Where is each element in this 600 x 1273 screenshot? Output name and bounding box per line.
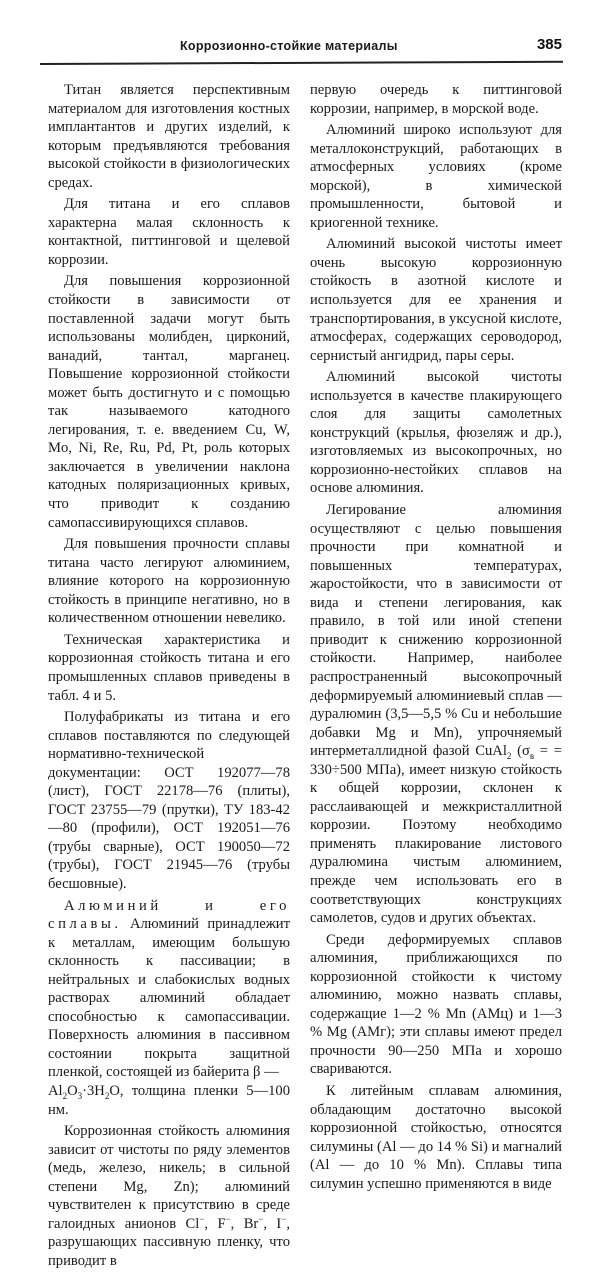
paragraph-continuation-pitting: первую очередь к питтинговой коррозии, например, в морской воде. (310, 82, 562, 117)
paragraph-aluminum-passivation (48, 897, 290, 1120)
paragraph-technical-characteristics: Техническая характеристика и коррозионная стойкость титана и его промышленных сплавов приведены в табл. 4 и 5. (48, 631, 290, 704)
header-rule (40, 61, 563, 65)
running-title: Коррозионно-стойкие материалы (180, 39, 398, 53)
paragraph-titanium-implants: Титан является перспективным материалом для изготовления костных имплантантов и других изделий, к которым предъявляются требования высокой стойкости в физиологических средах. (48, 82, 290, 191)
halide-anions: Cl−, F−, Br−, I− (185, 1213, 287, 1232)
paragraph-cladding-layer: Алюминий высокой чистоты используется в качестве плакирующего слоя для защиты самолетных конструкций (крылья, фюзеляж и др.), изготовляемых из высокопрочных, но коррозионно-нестойких сплавов на основе алюминия. (310, 369, 562, 497)
paragraph-cast-alloys: К литейным сплавам алюминия, обладающим достаточно высокой коррозионной стойкостью, относятся силумины (Al — до 14 % Si) и магналий (Al — до 10 % Mn). Сплавы типа силумин успешно применяются в виде (310, 1082, 562, 1192)
paragraph-duralumin: Легирование алюминия осуществляют с целью повышения прочности при комнатной и повышенных температурах, жаростойкости, что в зависимости от вида и степени легирования, как правило, в той или иной степени приводит к снижению коррозионной стойкости. Например, наиболее распространенный высокопрочный деформируемый алюминиевый сплав — дуралюмин (3,5—5,5 % Cu и небольшие добавки Mg и Mn), упрочняемый интерметаллидной фазой CuAl$_2$ ($\sigma_в$ = = 330÷500 МПа), имеет низкую стойкость к общей коррозии, склонен к расслаивающей и межкристаллитной коррозии. Поэтому необходимо применять плакирование листового дуралюмина чистым алюминием, прежде чем использовать его в соответствующих конструкциях самолетов, судов и других объектах. (310, 502, 562, 927)
paragraph-cathodic-alloying: Для повышения коррозионной стойкости в зависимости от поставленной задачи могут быть использованы молибден, цирконий, ванадий, тантал, марганец. Повышение коррозионной стойкости может быть достигнуто и с помощью так называемого катодного легирования, т. е. введением Cu, W, Mo, Ni, Re, Ru, Pd, Pt, роль которых заключается в увеличении наклона катодных поляризационных кривых, что приводит к созданию самопассивирующихся сплавов. (48, 273, 290, 531)
bayerite-formula: $Al_2O_3\cdot 3H_2O$, толщина пленки 5—100 нм. (48, 1082, 290, 1118)
running-header (44, 36, 562, 60)
page-number: 385 (536, 36, 562, 53)
paragraph-wrought-alloys: Среди деформируемых сплавов алюминия, приближающихся по коррозионной стойкости к чистому алюминию, можно назвать сплавы, содержащие 1—2 % Mn (АМц) и 1—3 % Mg (АМг); эти сплавы имеют предел прочности 90—250 МПа и хорошо свариваются. (310, 931, 562, 1078)
paragraph-aluminum-uses: Алюминий широко используют для металлоконструкций, работающих в атмосферных условиях (кроме морской), в химической промышленности, бытовой и криогенной технике. (310, 122, 562, 231)
left-column (48, 81, 290, 1273)
paragraph-semi-products-standards: Полуфабрикаты из титана и его сплавов поставляются по следующей нормативно-технической документации: ОСТ 192077—78 (лист), ГОСТ 22178—76 (плиты), ГОСТ 23755—79 (прутки), ТУ 183-42—80 (профили), ОСТ 192051—76 (трубы сварные), ОСТ 190050—72 (трубы), ГОСТ 21945—76 (трубы бесшовные). (48, 709, 290, 892)
paragraph-titanium-strength: Для повышения прочности сплавы титана часто легируют алюминием, влияние которого на коррозионную стойкость в принципе негативно, но в количественном отношении невелико. (48, 536, 290, 627)
aluminum-passivation-text: Алюминий принадлежит к металлам, имеющим большую склонность к пассивации; в нейтральных и слабокислых водных растворах алюминий обладает способностью к самопассивации. Поверхность алюминия в пассивном состоянии покрыта защитной пленкой, состоящей из байерита β — (48, 916, 290, 1081)
paragraph-aluminum-purity: Коррозионная стойкость алюминия зависит от чистоты по ряду элементов (медь, железо, никель; в сильной степени Mg, Zn); алюминий чувствителен к присутствию в среде галоидных анионов Cl−, F−, Br−, I−, разрушающих пассивную пленку, что приводит в (48, 1123, 291, 1269)
right-column (310, 81, 562, 1196)
paragraph-high-purity-nitric: Алюминий высокой чистоты имеет очень высокую коррозионную стойкость в азотной кислоте и используется для ее хранения и транспортирования, в уксусной кислоте, атмосферах, содержащих сероводород, сернистый ангидрид, пары серы. (310, 236, 562, 364)
paragraph-titanium-corrosion-tendency: Для титана и его сплавов характерна малая склонность к контактной, питтинговой и щелевой коррозии. (48, 196, 290, 268)
section-heading-aluminum: Алюминий и его сплавы. (48, 897, 290, 933)
